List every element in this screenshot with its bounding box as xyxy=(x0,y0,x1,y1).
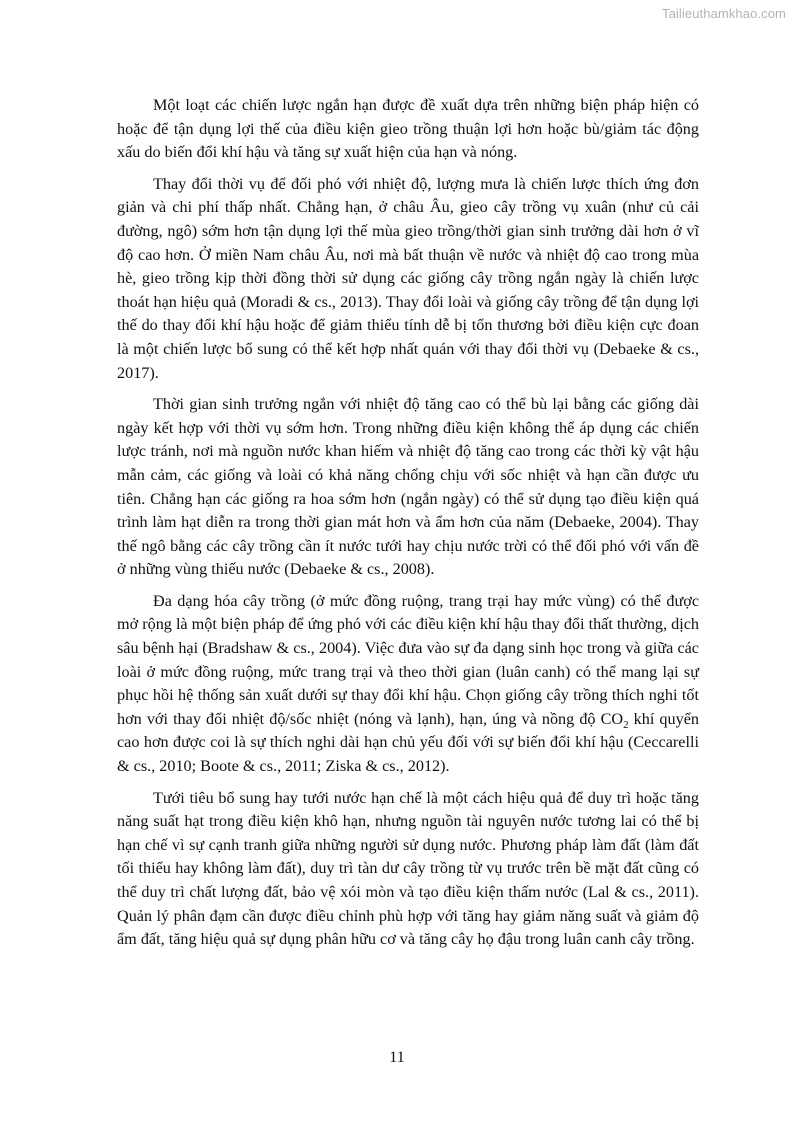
watermark: Tailieuthamkhao.com xyxy=(661,6,786,21)
co2-subscript: 2 xyxy=(623,719,629,732)
paragraph-2: Thay đổi thời vụ để đối phó với nhiệt độ, lượng mưa là chiến lược thích ứng đơn giản và chi phí thấp nhất. Chẳng hạn, ở châu Âu, gieo cây trồng vụ xuân (như củ cải đường, ngô) sớm hơn tận dụng lợi thế mùa gieo trồng/thời gian sinh trưởng dài hơn ở vĩ độ cao hơn. Ở miền Nam châu Âu, nơi mà bất thuận về nước và nhiệt độ cao trong mùa hè, gieo trồng kịp thời đồng thời sử dụng các giống cây trồng ngắn ngày là chiến lược thoát hạn hiệu quả (Moradi & cs., 2013). Thay đổi loài và giống cây trồng để tận dụng lợi thế do thay đổi khí hậu hoặc để giảm thiểu tính dễ bị tổn thương bởi điều kiện cực đoan là một chiến lược bổ sung có thể kết hợp nhất quán với thay đổi thời vụ (Debaeke & cs., 2017). xyxy=(117,174,699,382)
paragraph-3: Thời gian sinh trưởng ngắn với nhiệt độ tăng cao có thể bù lại bằng các giống dài ngày kết hợp với thời vụ sớm hơn. Trong những điều kiện không thể áp dụng các chiến lược tránh, nơi mà nguồn nước khan hiếm và nhiệt độ tăng cao trong các thời kỳ vật hậu mẫn cảm, các giống và loài có khả năng chống chịu với sốc nhiệt và hạn cần được ưu tiên. Chẳng hạn các giống ra hoa sớm hơn (ngắn ngày) có thể sử dụng tạo điều kiện quá trình làm hạt diễn ra trong thời gian mát hơn và ẩm hơn của năm (Debaeke, 2004). Thay thế ngô bằng các cây trồng cần ít nước tưới hay chịu nước trời có thể đối phó với vấn đề ở những vùng thiếu nước (Debaeke & cs., 2008). xyxy=(117,395,699,579)
paragraph-1: Một loạt các chiến lược ngắn hạn được đề xuất dựa trên những biện pháp hiện có hoặc để tận dụng lợi thế của điều kiện gieo trồng thuận lợi hơn hoặc bù/giảm tác động xấu do biến đổi khí hậu và tăng sự xuất hiện của hạn và nóng. xyxy=(117,96,699,162)
document-body xyxy=(117,94,699,960)
page-number: 11 xyxy=(389,1049,405,1066)
paragraph-4-text-before: Đa dạng hóa cây trồng (ở mức đồng ruộng, trang trại hay mức vùng) có thể được mở rộng là một biện pháp để ứng phó với các điều kiện khí hậu thay đổi thất thường, dịch sâu bệnh hại (Bradshaw & cs., 2004). Việc đưa vào sự đa dạng sinh học trong và giữa các loài ở mức đồng ruộng, mức trang trại và theo thời gian (luân canh) có thể mang lại sự phục hồi hệ thống sản xuất dưới sự thay đổi khí hậu. Chọn giống cây trồng thích nghi tốt hơn với thay đổi nhiệt độ/sốc nhiệt (nóng và lạnh), hạn, úng và nồng độ CO xyxy=(117,591,699,728)
paragraph-5: Tưới tiêu bổ sung hay tưới nước hạn chế là một cách hiệu quả để duy trì hoặc tăng năng suất hạt trong điều kiện khô hạn, nhưng nguồn tài nguyên nước tương lai có thể bị hạn chế vì sự cạnh tranh giữa những người sử dụng nước. Phương pháp làm đất (làm đất tối thiểu hay không làm đất), duy trì tàn dư cây trồng từ vụ trước trên bề mặt đất cũng có thể duy trì chất lượng đất, bảo vệ xói mòn và tạo điều kiện thấm nước (Lal & cs., 2011). Quản lý phân đạm cần được điều chỉnh phù hợp với tăng hay giảm năng suất và giảm độ ẩm đất, tăng hiệu quả sự dụng phân hữu cơ và tăng cây họ đậu trong luân canh cây trồng. xyxy=(117,788,699,949)
paragraph-4 xyxy=(117,590,699,779)
paragraph-4-text-after: khí quyển cao hơn được coi là sự thích nghi dài hạn chủ yếu đối với sự biến đổi khí hậu (Ceccarelli & cs., 2010; Boote & cs., 2011; Ziska & cs., 2012). xyxy=(117,709,699,776)
